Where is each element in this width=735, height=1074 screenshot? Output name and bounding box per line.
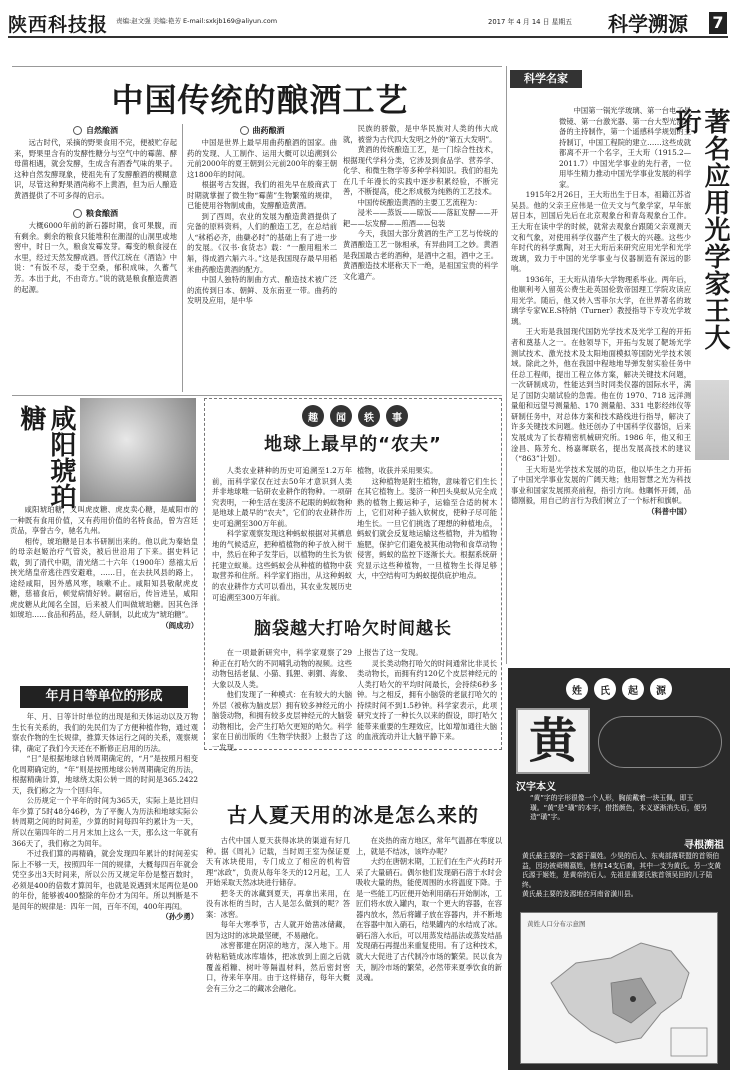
surname-char: 黄 (528, 713, 577, 769)
cloud-decoration (598, 716, 722, 768)
calendar-author: （孙少勇） (161, 912, 198, 922)
paragraph: 王大珩是光学技术发展的功臣，他以毕生之力开拓了中国光学事业发展的广阔天地；他用智慧之光为科技事业和国家发展照亮前程，指引方向。他瞩怀开阔，品德刚毅，用自己的言行为我们树立了一个标杆和旗帜。 (511, 464, 691, 506)
page-number: 7 (709, 12, 727, 34)
issue-date: 2017 年 4 月 14 日 星期五 (488, 18, 573, 26)
paragraph: 每年大寒季节，古人就开始凿冰储藏，因为这时的冰块最坚硬，不易融化。 (206, 920, 350, 940)
paragraph: 灵长类动物打哈欠的时间通常比非灵长类动物长，而拥有约120亿个皮层神经元的人类打哈欠的平均时间最长，会持续6秒多钟。与之相反，拥有小脑袋的老鼠打哈欠的持续时间不到1.5秒钟。科学家表示，此项研究支持了一种长久以来的假设，即打哈欠能带来重要的生理效应，比如增加通往大脑的血液流动并让大脑平静下来。 (357, 658, 497, 742)
paragraph: 黄氏最主要的发源地在河南省潢川县。 (522, 890, 638, 898)
paragraph: 人类农业耕种的历史可追溯至1.2万年前，而科学家仅在过去50年才意识到人类并非地球唯一钻研农业耕作的物种。一项研究表明，一种生活在斐济不起眼的蚂蚁物种是地球上最早的“农夫”，它们的农业耕作历史可追溯至300万年前。 (212, 466, 352, 528)
scientist-divider (506, 66, 507, 664)
calendar-text (12, 712, 198, 1067)
farmer-col1 (212, 466, 352, 612)
paragraph: 1915年2月26日，王大珩出生于日本，祖籍江苏省吴县。他的父亲王应伟是一位天文与气象学家，早年旅居日本，回国后先后在北京观象台和青岛观象台工作。王大珩在读中学的时候，就常去观象台跟随父亲观测天文和气象，对使用科学仪器产生了极大的兴趣。这些少年时代的科学熏陶，对王大珩后来研究应用光学和光学玻璃，致力于中国的光学事业与仪器制造有深远的影响。 (511, 190, 691, 274)
paragraph: 1936年，王大珩从清华大学物理系毕业。两年后，他顺利考入留英公费生赴英国伦敦帝国理工学院攻读应用光学。随后，他又转入雪菲尔大学，在世界著名的玻璃学专家W.E.S特纳（Turner）教授指导下专攻光学玻璃。 (511, 274, 691, 326)
farmer-col2 (357, 466, 497, 612)
candy-photo (80, 398, 196, 502)
paragraph: 古代中国人夏天获得冰块的渠道有好几种。据《周礼》记载，当时周王室为保证夏天有冰块使用，专门成立了相应的机构管理“冰政”，负责从每年冬天的12月起，工人开始采取天然冰块进行储存。 (206, 836, 350, 888)
paragraph: 民族的骄傲，是中华民族对人类的伟大成就，被誉为古代四大发明之外的“第五大发明”。 (343, 124, 498, 144)
calendar-title: 年月日等单位的形成 (20, 686, 188, 708)
farmer-banner (290, 403, 420, 429)
natural-text (14, 138, 177, 201)
qu-text (187, 138, 337, 307)
ice-col1 (206, 836, 350, 1066)
qu-title-text: 曲药酿酒 (252, 125, 285, 135)
paragraph: 这种植物是附生植物，意味着它们生长在其它植物上。斐济一种凹头臭蚁从完全成熟的植物上搬运种子，运输至合适的树木上，它们对种子插入软树皮，使种子尽可能地生长。一旦它们挑选了理想的种植地点，蚂蚁们就会反复地运输这些植物，并为植物施肥，保护它们避免被其他动物和食草动物侵害，蚂蚁的监控下逐渐长大。根据系统研究显示这些种植物，一旦植物生长得足够大，中空结构可为蚂蚁提供庇护地点。 (357, 476, 497, 581)
banner-char: 起 (622, 678, 644, 700)
paragraph: 把冬天的冰藏到夏天，再拿出来用，在没有冰柜的当时，古人是怎么做到的呢？答案：冰窖。 (206, 888, 350, 919)
natural-title-text: 自然酿酒 (86, 125, 118, 135)
jar-icon (240, 126, 249, 135)
banner-char: 趣 (302, 405, 324, 427)
banner-char: 氏 (594, 678, 616, 700)
sub-title-origin-char: 汉字本义 (516, 782, 556, 793)
paragraph: 黄氏最主要的一支源于嬴姓。少昊的后人、东夷部落联盟的首领伯益，因功被舜赐嬴姓，他有14支后裔，其中一支为黄氏。另一支黄氏源于姬姓，是黄帝的后人。先祖是重要氏族首领吴回的儿子陆终。 (522, 852, 721, 889)
process-flow: 浸米——蒸饭——晾饭——落缸发酵——开耙——坛发酵——煎酒——包装 (343, 208, 498, 228)
paragraph: “日”是根据地球自转周期确定的，“月”是按照月相变化周期确定的，“年”则是按照地球公转周期确定的历法，根据精确计算，地球绕太阳公转一周的时间是365.2422天，我们称之为一个回归年。 (12, 754, 198, 795)
ice-title: 古人夏天用的冰是怎么来的 (227, 803, 479, 827)
china-map-icon (521, 913, 717, 1063)
farmer-title: 地球上最早的“农夫” (264, 434, 442, 455)
editor-info: 责编:赵文强 美编:艳芳 E-mail:sxkjb169@aliyun.com (116, 17, 278, 25)
scientist-body (511, 106, 691, 658)
candy-text (10, 505, 198, 655)
scientist-credit: （科普中国） (647, 506, 691, 516)
ice-col2 (356, 836, 502, 1066)
paragraph: 中国第一锅光学玻璃、第一台电子显微镜、第一台激光器、第一台大型光测设备的主持制作，第一个遥感科学规划的主持制订，中国工程院的建立……这些成就都离不开一个名字，王大珩（1915.2—2011.7）中国光学事业的先行者，一位用毕生精力推动中国光学事业发展的科学家。 (559, 106, 691, 189)
paragraph: 科学家观察发现这种蚂蚁根据对其栖息地的气候适应，把种植植物的种子放入树干中，然后在种子发芽后，以植物的生长为依托建立蚁巢。这些蚂蚁会从种植的植物中获取营养和住所。科学家们指出，从这种蚂蚁的农业耕作方式可以看出，其农业发展历史可追溯至300万年前。 (212, 529, 352, 602)
wine-icon (73, 126, 82, 135)
banner-char: 闻 (330, 405, 352, 427)
paragraph: 到了西周，农业的发展为酿造黄酒提供了完备的原料资料，人们的酿造工艺，在总结前人“秫稻必齐，曲蘖必时”的基础上有了进一步的发展。《汉书·食货志》载：“一酿用粗米二斛，得成酒六斛六斗。”这是我国现存最早用稻米曲药酿造黄酒的配方。 (187, 211, 337, 274)
paragraph: 冰窖都建在阴凉的地方，深入地下。用砖粘粘链成冰库墙体，把冰放到上面之后就覆盖稻糠、树叶等隔温材料，然后密封窖口，待来年享用。由于这样储存，每年大概会有三分之二的藏冰会融化。 (206, 941, 350, 993)
banner-char: 轶 (358, 405, 380, 427)
section-title: 科学溯源 (608, 12, 688, 36)
paragraph: 年、月、日等计时单位的出现是和天体运动以及万物生长有关系的，我们的先民们为了方便种植作物，通过观察农作物的生长规律，推算天体运行之间的关系，观察规律，确定了我们今天还在不断修正启用的历法。 (12, 712, 198, 753)
paragraph: 植物，收获并采用果实。 (357, 466, 438, 475)
paragraph: 大概6000年前的新石器时期，食可果腹，而有剩余。剩余的粮食只能堆积在潮湿的山洞里或地窖中，时日一久，粮食发霉发芽。霉变的粮食浸在水里，经过天然发酵成酒。晋代江统在《酒诰》中说：“有饭不尽，委于空桑，郁积成味，久蓄气芳。本出于此，不由奇方。”说的就是粮食酿造黄酒的起源。 (14, 221, 177, 294)
paragraph: 咸阳琥珀糖，又叫虎皮糖、虎皮卖心糖，是咸阳市的一种既有食用价值，又有药用价值的名特食品，曾为宫廷贡品，享誉古今，驰名九州。 (10, 505, 198, 536)
brewing-bottom-rule (12, 395, 502, 396)
paragraph: 相传，琥珀糖是日本书研制出来的。他以此为秦始皇的母亲赵姬治疗气管炎，被后世沿用了下来。据史料记载，到了清代中期，清光绪二十六年（1900年）慈禧太后挟光绪皇帝逃往西安避难，……日，在去扶风县的路上，途经咸阳，因外感风寒，咳嗽不止。咸阳知县敬献虎皮糖，慈禧食后，顿觉病情好转。嗣宿后，传旨进呈，咸阳虎皮糖从此闻名全国，后来被人们叫做琥珀糖。因其色泽如琥珀……食品和药品，经人研制，以此成为“琥珀糖”。 (10, 536, 198, 620)
masthead (0, 0, 735, 42)
paragraph: 远古时代，采摘的野果食用不完，便被贮存起来，野果里含有的发酵性糖分与空气中的霉菌、酵母菌相遇，就会发酵，生成含有酒香气味的果子。这种自然发酵现象，使祖先有了发酵酿酒的模糊意识，尽管这种野果酒尚称不上黄酒，但为后人酿造黄酒提供了不可多得的启示。 (14, 138, 177, 200)
surname-note: “黄”字的字形很像一个人形，胸前戴着一块玉佩，即玉璜。“黄”是“璜”的本字，借指颜色，本义逐渐消失后，便另造“璜”字。 (530, 794, 708, 821)
paragraph: 上报告了这一发现。 (357, 648, 423, 657)
brewing-col3 (343, 124, 498, 394)
sub-title-grain (14, 207, 177, 219)
headline: 中国传统的酿酒工艺 (111, 81, 409, 119)
sub-title-roots: 寻根溯祖 (684, 840, 724, 851)
distribution-map (520, 912, 718, 1064)
banner-char: 事 (386, 405, 408, 427)
paragraph: 中国人独特的制曲方式、酿造技术被广泛的流传到日本、朝鲜、及东南亚一带。曲药的发明及应用，是中华 (187, 275, 337, 306)
paragraph: 今天，我国大部分黄酒的生产工艺与传统的黄酒酿造工艺一脉相承，有异曲同工之妙。黄酒是我国最古老的酒种，是酒中之祖，酒中之王。黄酒酿造技术堪称天下一绝，是祖国宝贵的科学文化遗产。 (343, 229, 498, 281)
header-rule (8, 36, 728, 38)
logo: 陕西科技报 (8, 14, 109, 36)
yawn-col1 (212, 648, 352, 752)
yawn-col2 (357, 648, 497, 746)
paragraph: 黄酒的传统酿造工艺，是一门综合性技术，根据现代学科分类，它涉及到食品学、营养学、化学、和微生物学等多种学科知识。我们的祖先在几千年漫长的实践中逐步积累经验，不断完善，不断提高，使之形成极为纯熟的工艺技术。 (343, 145, 498, 197)
grain-icon (73, 209, 82, 218)
scientist-tag: 科学名家 (510, 70, 582, 88)
brewing-col2 (187, 124, 337, 394)
banner-char: 姓 (566, 678, 588, 700)
surname-panel (508, 668, 730, 1070)
brewing-top-rule (12, 66, 502, 67)
candy-author: （阎成功） (161, 621, 198, 631)
paragraph: 中国传统酿造黄酒的主要工艺流程为： (357, 197, 482, 207)
banner-char: 源 (650, 678, 672, 700)
surname-seal (516, 708, 590, 774)
paragraph: 他们发现了一种模式：在有较大的大脑外层（被称为脑皮层）拥有较多神经元的小脑袋动物，和拥有较多皮层神经元的大脑袋动物相比，会产生打哈欠更短的哈欠。科学家在日前出版的《生物学快报》上报告了这一发现。 (212, 690, 352, 752)
paragraph: 王大珩是我国现代国防光学技术及光学工程的开拓者和奠基人之一。在他领导下，开拓与发展了靶场光学测试技术、激光技术及太阳地面模拟等国防光学技术领域。除此之外，他在我国中程地地导弹发射实验任务中任总工程师，提出工程立体方案，解决关键技术问题，一次研制成功，性能达到当时同类仪器的国际水平，满足了国防尖端试验的急需。他在仿 1970、718 远洋测量船和远望号测量船、170 测量船、331 电影经纬仪等研制任务中，对总体方案和技术路线进行指导，解决了许多关键技术问题。他还创办了中国科学仪器馆，后来发展成为了长春精密机械研究所。1986 年，他又和王淦昌、陈芳允、杨嘉墀联名，提出发展高技术的建议（“863”计划）。 (511, 327, 691, 464)
paragraph: 在炎热的南方地区，常年气温都在零度以上，就是不结冰，该咋办呢？ (356, 836, 502, 856)
paragraph: 在一项最新研究中，科学家观察了29种正在打哈欠的不同哺乳动物的视频。这些动物包括老鼠、小猫、狐狸、刺猬、海象、大象以及人类。 (212, 648, 352, 689)
paragraph: 中国是世界上最早用曲药酿酒的国家。曲药的发现、人工制作、运用大概可以追溯到公元前2000年的夏王朝到公元前200年的秦王朝这1800年的时间。 (187, 138, 337, 179)
sub-title-natural (14, 124, 177, 136)
surname-source (522, 852, 722, 910)
brewing-col1 (14, 124, 177, 394)
scientist-title: 著名应用光学家王大珩 (671, 108, 730, 351)
paragraph: 不过我们算的再精确，就会发现四年累计的时间差实际上不够一天，按照四年一闰的规律，大概每四百年就会凭空多出3天时间来，所以公历又规定年份是整百数时，必须是400的倍数才算闰年，也就是说遇到末尾两位是00的年份，能够被400整除的年份才为闰年。所以判断是不是闰年的规律是：四年一闰，百年不闰，400年再闰。 (12, 849, 198, 911)
grain-text (14, 221, 177, 295)
scientist-photo (695, 380, 729, 460)
paragraph: 根据考古发掘，我们的祖先早在殷商武丁时期就掌握了微生物“霉菌”生物繁殖的规律，已能使用谷物制成曲，发酵酿造黄酒。 (187, 180, 337, 211)
col-divider (182, 124, 183, 392)
map-title: 黄姓人口分布示意图 (527, 920, 586, 928)
candy-title: 咸阳琥珀糖 (16, 405, 76, 509)
sub-title-qu (187, 124, 337, 136)
yawn-title: 脑袋越大打哈欠时间越长 (254, 619, 452, 639)
surname-banner (528, 676, 710, 702)
paragraph: 公历规定一个平年的时间为365天，实际上是比回归年少算了5时48分46秒，为了平衡人为历法和地球实际公转周期之间的时间差，少算的时间每四年约累计为一天，所以在第四年的二月月末加上这么一天，那么这一年就有366天了，我们称之为闰年。 (12, 796, 198, 848)
grain-title-text: 粮食酿酒 (86, 208, 118, 218)
paragraph: 大约在唐朝末期，工匠们在生产火药时开采了大量硝石。偶尔他们发现硝石溶于水时会吸收大量的热，能使周围的水将温度下降。于是一些能工巧匠便开始利用硝石开始制冰，工匠们将水放入罐内，取一个更大的容器，在容器内放水，然后将罐子放在容器内，并不断地在容器中加入硝石，结果罐内的水结成了冰。硝石溶入水后，可以用蒸发结晶法或蒸发结晶发现硝石再提出来重复使用。有了这种技术，就大大促进了古代制冷市场的繁荣。民以食为天，制冷市场的繁荣，必然带来夏季饮食的新灵魂。 (356, 857, 502, 983)
